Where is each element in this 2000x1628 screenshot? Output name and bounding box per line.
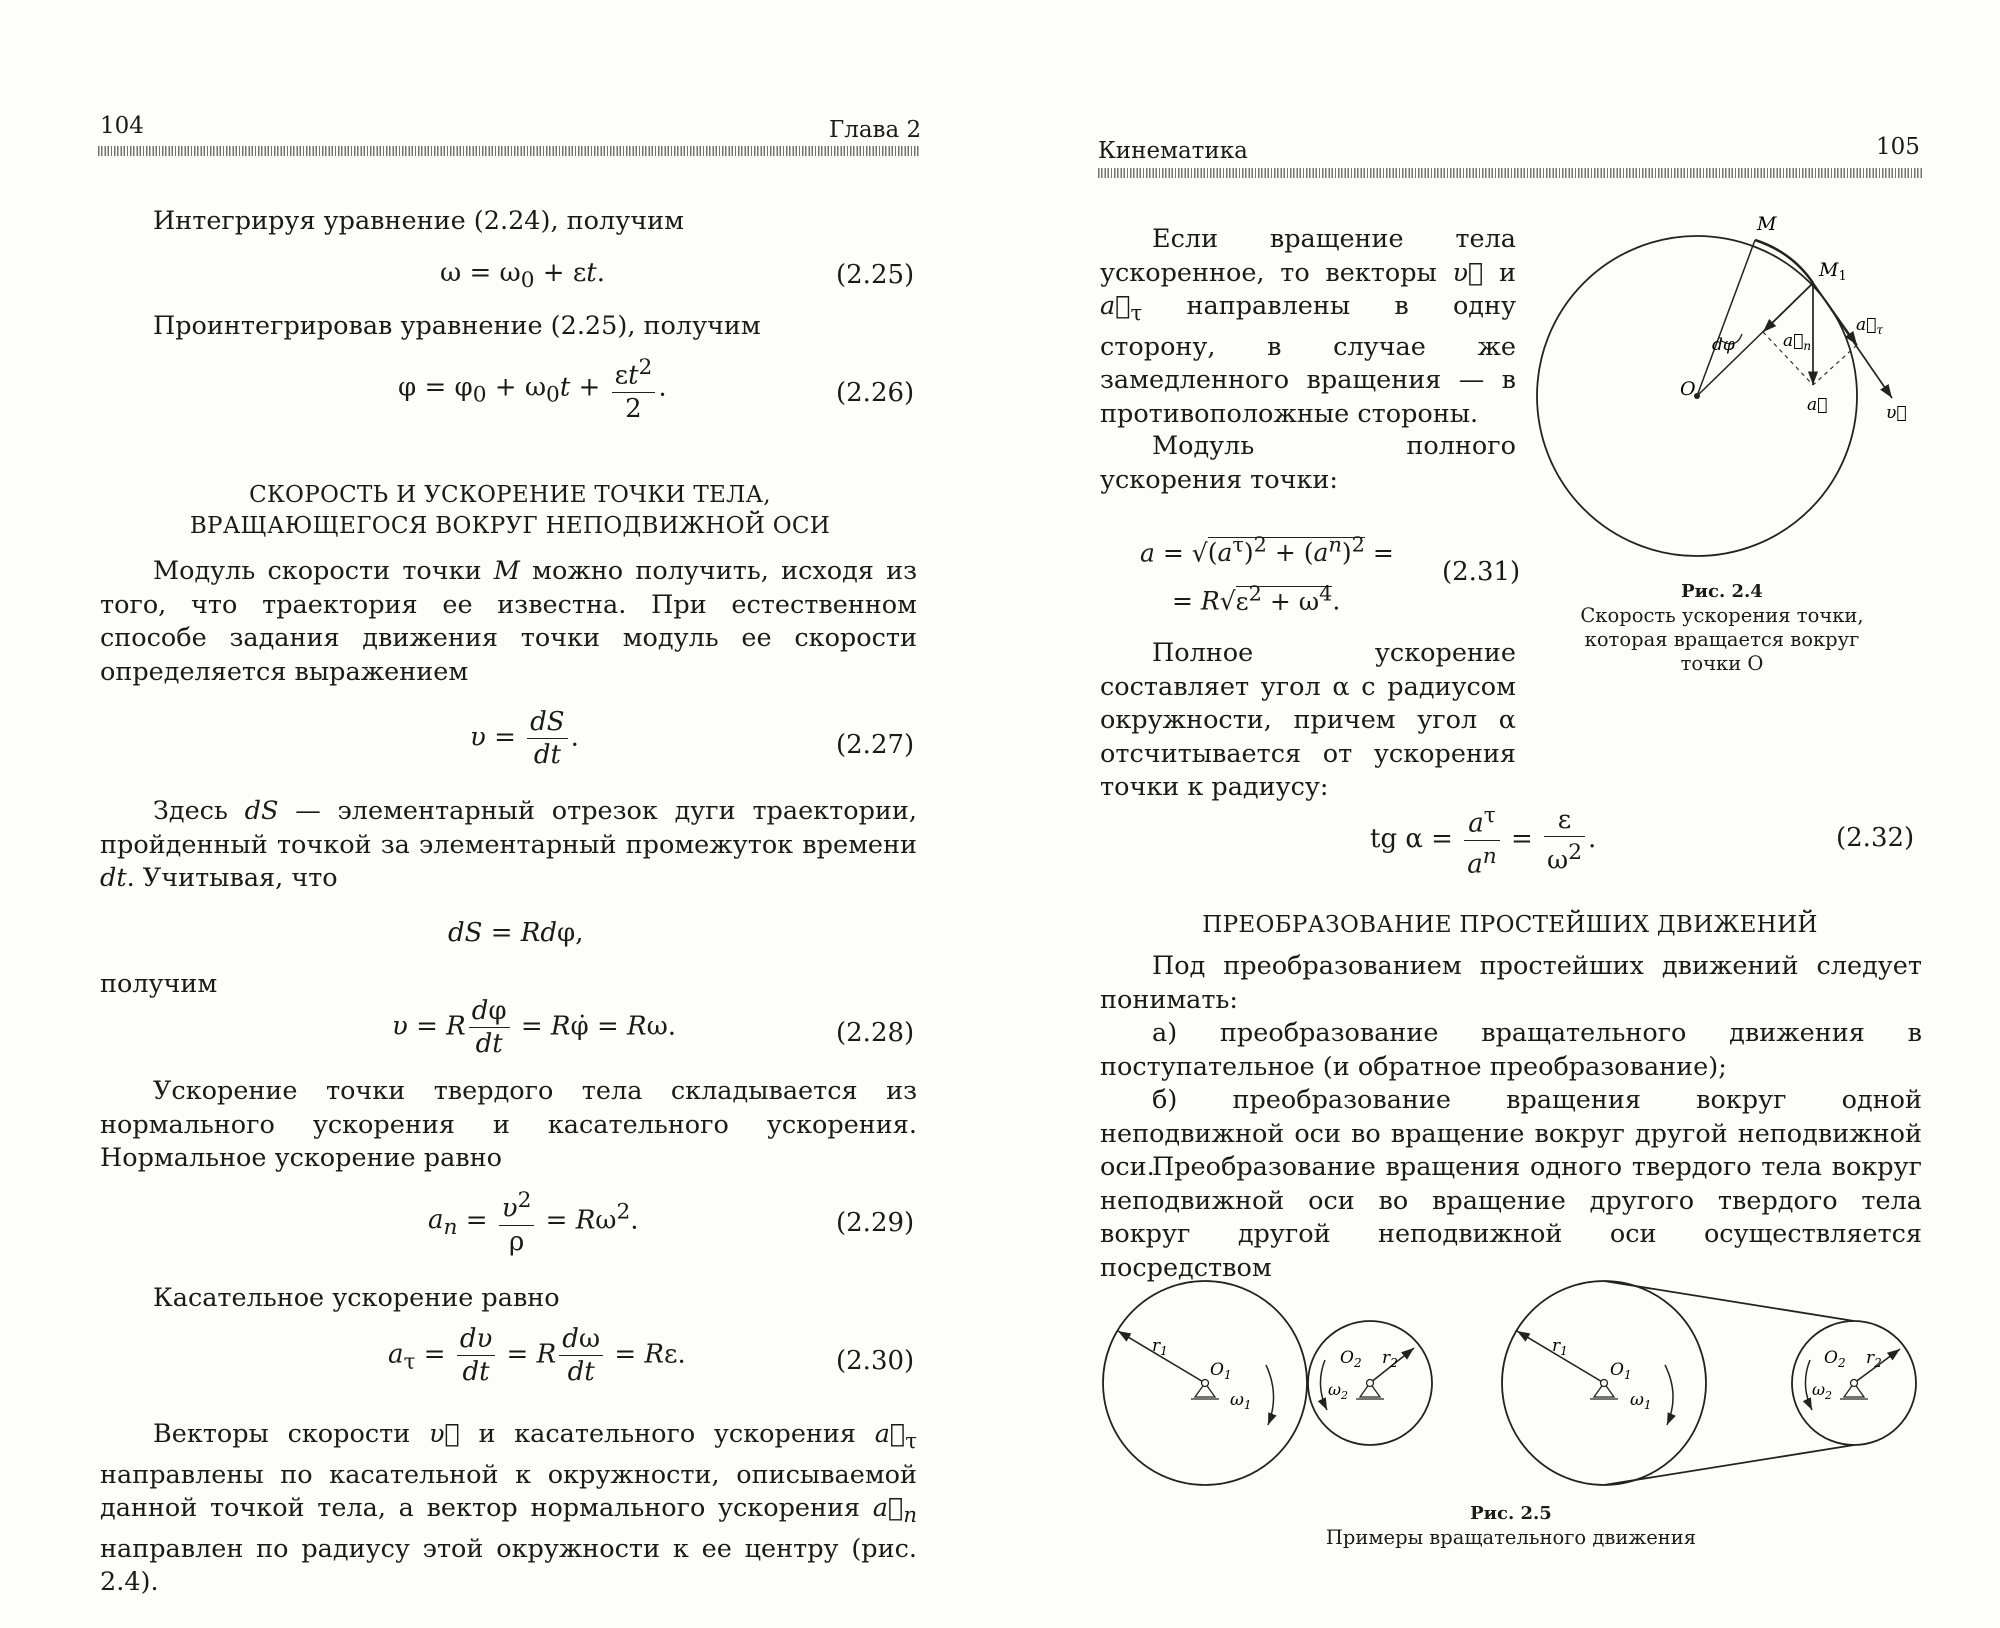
paragraph: Полное ускорение составляет угол α с радиусом окружности, причем угол α отсчитывается от ускорения точки к радиусу: <box>1100 638 1516 802</box>
text-run: — элементарный отрезок дуги траектории, пройденный точкой за элементарный промежуток времени <box>100 796 917 860</box>
symbol: dS <box>244 796 279 826</box>
text-run: Здесь <box>153 796 245 826</box>
paragraph: Проинтегрировав уравнение (2.25), получим <box>153 311 761 341</box>
text-run: направлены по касательной к окружности, описываемой данной точкой тела, а вектор нормального ускорения <box>100 1459 917 1524</box>
header-rule <box>98 146 920 156</box>
section-heading: ПРЕОБРАЗОВАНИЕ ПРОСТЕЙШИХ ДВИЖЕНИЙ <box>1202 912 1818 938</box>
equation-number: (2.31) <box>1442 557 1521 587</box>
svg-text:ω1: $\omega_1$ <box>1630 1390 1652 1412</box>
symbol-a-n-vector: a⃗ <box>872 1493 904 1524</box>
figure-caption <box>1100 1502 1922 1550</box>
svg-text:ω2: $\omega_2$ <box>1812 1380 1833 1402</box>
section-heading <box>100 480 920 542</box>
text-run: Векторы скорости <box>153 1419 429 1449</box>
caption-line: Примеры вращательного движения <box>1325 1526 1697 1549</box>
omega-2-arrow <box>1320 1360 1327 1410</box>
equation-2-28: υ = R $\frac{d\varphi}{dt}$ = Rφ̇ = Rω. <box>392 996 677 1059</box>
svg-text:r1: $r_1$ <box>1152 1336 1168 1358</box>
heading-line: ВРАЩАЮЩЕГОСЯ ВОКРУГ НЕПОДВИЖНОЙ ОСИ <box>189 513 831 539</box>
paragraph: Под преобразованием простейших движений следует понимать: <box>1100 951 1922 1015</box>
figure-number: Рис. 2.5 <box>1470 1503 1552 1524</box>
label-atau: $a⃗_\tau$ <box>1856 315 1883 337</box>
running-head: Кинематика <box>1098 138 1248 164</box>
figure-2-5 <box>1090 1265 1930 1505</box>
paragraph <box>100 555 917 689</box>
equation-2-31: $a = √(a^\tau)^2 + (a^n)^2$ = = $R√\varepsilon^2 + \omega^4$. <box>1140 533 1394 616</box>
text-run: и касательного ускорения <box>459 1419 875 1449</box>
svg-text:O1: $O_1$ <box>1210 1360 1232 1382</box>
equation-2-30: $a_\tau$ = $\frac{d\upsilon}{dt}$ = R $\frac{d\omega}{dt}$ = Rε. <box>388 1324 686 1387</box>
paragraph: Если вращение тела ускоренное, то векторы υ⃗ и $a⃗_\tau$ направлены в одну сторону, в случае же замедленного вращения — в противоположные стороны. <box>1100 224 1516 429</box>
heading-line: СКОРОСТЬ И УСКОРЕНИЕ ТОЧКИ ТЕЛА, <box>249 482 771 508</box>
equation-2-32: tg α = $\frac{a^\tau}{a^n}$ = $\frac{\varepsilon}{\omega^2}$ . <box>1370 800 1596 880</box>
caption-line: точки O <box>1680 652 1764 675</box>
label-M1: $M_1$ <box>1819 259 1847 284</box>
svg-text:O2: $O_2$ <box>1340 1348 1362 1370</box>
equation-number: (2.26) <box>836 378 915 408</box>
gear-pair <box>1103 1281 1432 1485</box>
equation-number: (2.32) <box>1836 823 1915 853</box>
belt-bottom <box>1604 1445 1854 1485</box>
symbol-v-vector: υ⃗ <box>1452 257 1484 288</box>
caption-line: Скорость ускорения точки, <box>1580 604 1864 627</box>
svg-text:ω1: $\omega_1$ <box>1230 1390 1252 1412</box>
paragraph: а) преобразование вращательного движения в поступательное (и обратное преобразование); <box>1100 1018 1922 1082</box>
text-run: . Учитывая, что <box>126 863 338 893</box>
equation-2-26: $\varphi = \varphi_0 + \omega_0t$ + $\frac{\varepsilon t^2}{2}$ . <box>398 352 667 425</box>
symbol: M <box>493 556 520 586</box>
text-run: направлен по радиусу этой окружности к ее центру (рис. 2.4). <box>100 1533 917 1598</box>
svg-text:ω2: $\omega_2$ <box>1328 1380 1349 1402</box>
label-O: O <box>1680 378 1696 400</box>
equation-number: (2.28) <box>836 1018 915 1048</box>
paragraph: Ускорение точки твердого тела складывается из нормального ускорения и касательного ускорения. Нормальное ускорение равно <box>100 1076 917 1173</box>
omega-1-arrow <box>1266 1365 1274 1425</box>
symbol: dt <box>100 863 127 893</box>
paragraph: б) преобразование вращения вокруг одной неподвижной оси во вращение вокруг другой неподвижной оси. <box>1100 1085 1922 1182</box>
equation-number: (2.27) <box>836 730 915 760</box>
paragraph: получим <box>100 969 218 999</box>
paragraph <box>100 795 917 896</box>
label-dphi: dφ <box>1712 335 1735 355</box>
figure-number: Рис. 2.4 <box>1681 581 1763 602</box>
equation-number: (2.25) <box>836 260 915 290</box>
belt-top <box>1604 1281 1854 1321</box>
svg-text:r2: $r_2$ <box>1866 1348 1882 1370</box>
label-a: a⃗ <box>1807 395 1828 415</box>
label-v: υ⃗ <box>1886 403 1907 423</box>
equation-ds: dS = Rdφ, <box>448 918 584 948</box>
figure-caption <box>1522 580 1922 676</box>
svg-text:O2: $O_2$ <box>1824 1348 1846 1370</box>
caption-line: которая вращается вокруг <box>1584 628 1860 651</box>
paragraph: Касательное ускорение равно <box>153 1283 560 1313</box>
text-run: Если вращение тела ускоренное, то векторы <box>1100 224 1516 288</box>
svg-text:r2: $r_2$ <box>1382 1348 1398 1370</box>
header-rule <box>1098 168 1922 178</box>
page-number: 104 <box>100 113 144 139</box>
equation-number: (2.30) <box>836 1346 915 1376</box>
label-M: M <box>1757 213 1777 235</box>
equation-2-27: υ = $\frac{dS}{dt}$ . <box>470 707 579 770</box>
label-an: $a⃗_n$ <box>1783 331 1812 353</box>
text-run: Модуль скорости точки <box>153 556 494 586</box>
equation-2-25: $\omega = \omega_0 + \varepsilon t$. <box>440 258 606 294</box>
paragraph: Интегрируя уравнение (2.24), получим <box>153 206 684 236</box>
dashed-line <box>1813 345 1857 385</box>
svg-text:O1: $O_1$ <box>1610 1360 1632 1382</box>
figure-2-4 <box>1530 210 1930 590</box>
page-number: 105 <box>1876 134 1920 160</box>
paragraph: Модуль полного ускорения точки: <box>1100 431 1516 495</box>
symbol-a-tau-vector: a⃗ <box>1100 291 1131 321</box>
running-head: Глава 2 <box>829 117 922 143</box>
text-run: можно получить, исходя из того, что траектория ее известна. При естественном способе задания движения точки модуль ее скорости определяется выражением <box>100 556 917 687</box>
text-run: и <box>1483 257 1516 288</box>
equation-number: (2.29) <box>836 1208 915 1238</box>
svg-text:r1: $r_1$ <box>1552 1336 1568 1358</box>
text-run: направлены в одну сторону, в случае же замедленного вращения — в противоположные стороны. <box>1100 291 1516 429</box>
paragraph: Векторы скорости υ⃗ и касательного ускорения $a⃗_\tau$ направлены по касательной к окружности, описываемой данной точкой тела, а вектор нормального ускорения $a⃗_n$ направлен по радиусу этой окружности к ее центру (рис. 2.4). <box>100 1419 917 1598</box>
equation-2-29: $a_n$ = $\frac{\upsilon^2}{\rho}$ = $R\omega^2$. <box>428 1185 639 1258</box>
right-page <box>1000 0 2000 1628</box>
symbol-v-vector: υ⃗ <box>428 1419 460 1449</box>
vector-a-tau <box>1813 283 1857 345</box>
belt-drive <box>1502 1281 1916 1485</box>
paragraph: Преобразование вращения одного твердого тела вокруг неподвижной оси во вращение другого твердого тела вокруг другой неподвижной оси осуществляется посредством <box>1100 1152 1922 1283</box>
radius-M <box>1697 240 1755 396</box>
symbol-a-tau-vector: a⃗ <box>874 1419 906 1449</box>
vector-a-n <box>1763 283 1813 332</box>
